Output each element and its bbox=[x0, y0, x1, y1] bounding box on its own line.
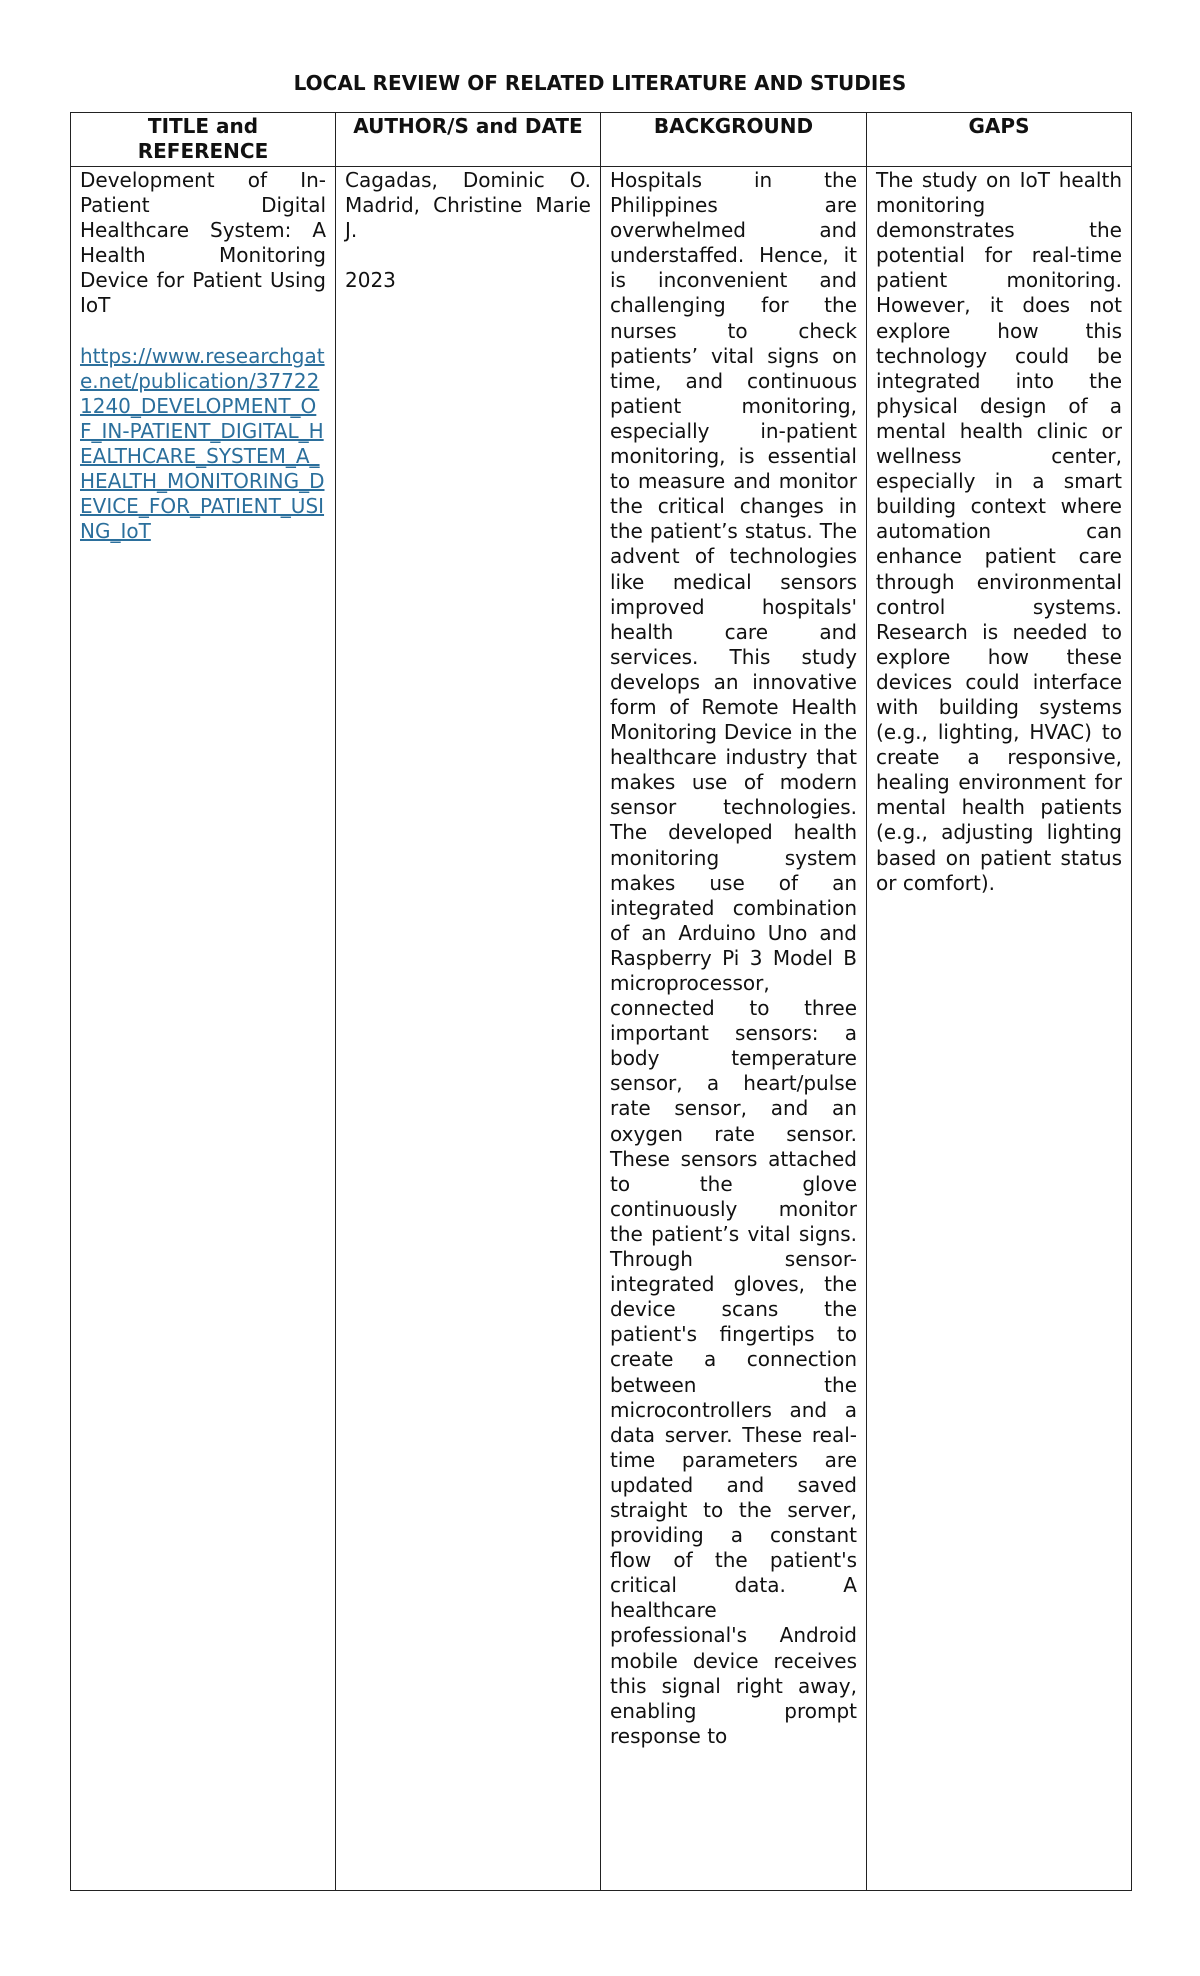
header-background: BACKGROUND bbox=[601, 113, 867, 167]
background-cell bbox=[601, 167, 867, 1891]
gaps-cell bbox=[867, 167, 1132, 1891]
reference-link[interactable]: https://www.researchgate.net/publication/377221240_DEVELOPMENT_OF_IN-PATIENT_DIGITAL_HEALTHCARE_SYSTEM_A_HEALTH_MONITORING_DEVICE_FOR_PATIENT_USING_IoT bbox=[80, 343, 325, 544]
literature-review-table bbox=[70, 112, 1132, 1891]
gaps-text: The study on IoT health monitoring demonstrates the potential for real-time patient monitoring. However, it does not explore how this technology could be integrated into the physical design of a mental health clinic or wellness center, especially in a smart building context where automation can enhance patient care through environmental control systems. Research is needed to explore how these devices could interface with building systems (e.g., lighting, HVAC) to create a responsive, healing environment for mental health patients (e.g., adjusting lighting based on patient status or comfort). bbox=[876, 168, 1122, 895]
header-title-reference: TITLE and REFERENCE bbox=[71, 113, 336, 167]
page-title: LOCAL REVIEW OF RELATED LITERATURE AND STUDIES bbox=[293, 71, 907, 95]
author-names: Cagadas, Dominic O. Madrid, Christine Marie J. bbox=[345, 168, 591, 243]
table-header-row bbox=[71, 113, 1132, 167]
publication-date: 2023 bbox=[345, 268, 396, 293]
study-title: Development of In-Patient Digital Healthcare System: A Health Monitoring Device for Patient Using IoT bbox=[80, 168, 326, 318]
table-row bbox=[71, 167, 1132, 1891]
header-authors-date: AUTHOR/S and DATE bbox=[336, 113, 601, 167]
title-reference-cell bbox=[71, 167, 336, 1891]
authors-date-cell bbox=[336, 167, 601, 1891]
background-text: Hospitals in the Philippines are overwhelmed and understaffed. Hence, it is inconvenient and challenging for the nurses to check patients’ vital signs on time, and continuous patient monitoring, especially in-patient monitoring, is essential to measure and monitor the critical changes in the patient’s status. The advent of technologies like medical sensors improved hospitals' health care and services. This study develops an innovative form of Remote Health Monitoring Device in the healthcare industry that makes use of modern sensor technologies. The developed health monitoring system makes use of an integrated combination of an Arduino Uno and Raspberry Pi 3 Model B microprocessor, connected to three important sensors: a body temperature sensor, a heart/pulse rate sensor, and an oxygen rate sensor. These sensors attached to the glove continuously monitor the patient’s vital signs. Through sensor-integrated gloves, the device scans the patient's fingertips to create a connection between the microcontrollers and a data server. These real-time parameters are updated and saved straight to the server, providing a constant flow of the patient's critical data. A healthcare professional's Android mobile device receives this signal right away, enabling prompt response to bbox=[610, 168, 857, 1748]
header-gaps: GAPS bbox=[867, 113, 1132, 167]
